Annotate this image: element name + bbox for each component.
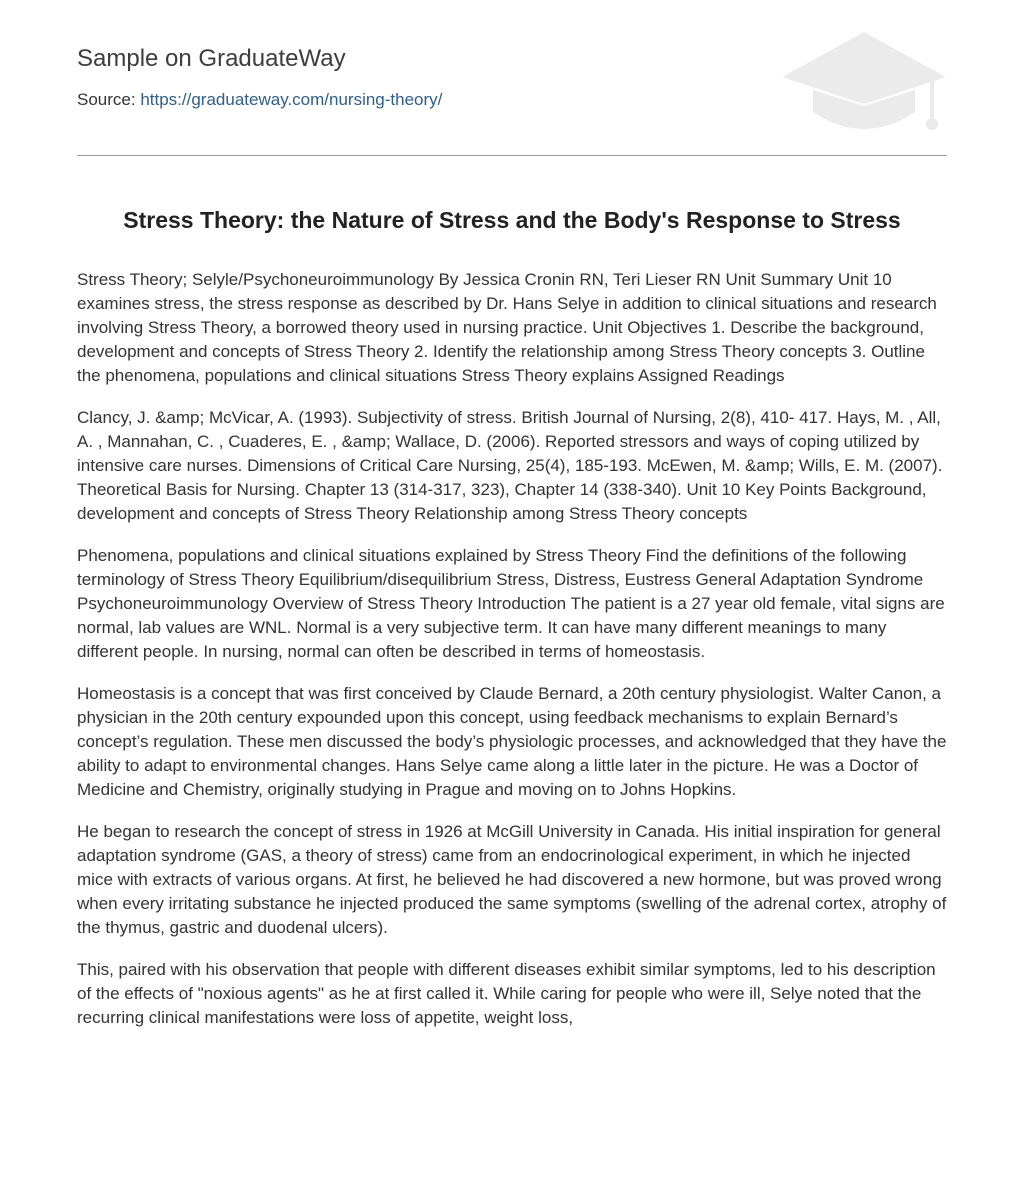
cap-board bbox=[782, 32, 946, 104]
article-paragraph: Clancy, J. &amp; McVicar, A. (1993). Subjectivity of stress. British Journal of Nursing, 2(8), 410- 417. Hays, M. , All, A. , Mannahan, C. , Cuaderes, E. , &amp; Wallace, D. (2006). Reported stressors and ways of coping utilized by intensive care nurses. Dimensions of Critical Care Nursing, 25(4), 185-193. McEwen, M. &amp; Wills, E. M. (2007). Theoretical Basis for Nursing. Chapter 13 (314-317, 323), Chapter 14 (338-340). Unit 10 Key Points Background, development and concepts of Stress Theory Relationship among Stress Theory concepts bbox=[77, 408, 943, 523]
article-paragraph: He began to research the concept of stress in 1926 at McGill University in Canada. His initial inspiration for general adaptation syndrome (GAS, a theory of stress) came from an endocrinological experiment, in which he injected mice with extracts of various organs. At first, he believed he had discovered a new hormone, but was proved wrong when every irritating substance he injected produced the same symptoms (swelling of the adrenal cortex, atrophy of the thymus, gastric and duodenal ulcers). bbox=[77, 822, 947, 937]
graduation-cap-icon bbox=[780, 30, 948, 134]
source-link[interactable]: https://graduateway.com/nursing-theory/ bbox=[140, 90, 443, 109]
site-name: Sample on GraduateWay bbox=[77, 45, 346, 72]
article-paragraph: Phenomena, populations and clinical situations explained by Stress Theory Find the definitions of the following terminology of Stress Theory Equilibrium/disequilibrium Stress, Distress, Eustress General Adaptation Syndrome Psychoneuroimmunology Overview of Stress Theory Introduction The patient is a 27 year old female, vital signs are normal, lab values are WNL. Normal is a very subjective term. It can have many different meanings to many different people. In nursing, normal can often be described in terms of homeostasis. bbox=[77, 546, 945, 661]
article-paragraph: Stress Theory; Selyle/Psychoneuroimmunology By Jessica Cronin RN, Teri Lieser RN Unit Summary Unit 10 examines stress, the stress response as described by Dr. Hans Selye in addition to clinical situations and research involving Stress Theory, a borrowed theory used in nursing practice. Unit Objectives 1. Describe the background, development and concepts of Stress Theory 2. Identify the relationship among Stress Theory concepts 3. Outline the phenomena, populations and clinical situations Stress Theory explains Assigned Readings bbox=[77, 270, 937, 385]
source-label: Source: bbox=[77, 90, 136, 109]
article-title: Stress Theory: the Nature of Stress and the Body's Response to Stress bbox=[123, 207, 901, 233]
article-paragraph: This, paired with his observation that people with different diseases exhibit similar symptoms, led to his description of the effects of "noxious agents" as he at first called it. While caring for people who were ill, Selye noted that the recurring clinical manifestations were loss of appetite, weight loss, bbox=[77, 960, 936, 1027]
cap-tassel-end bbox=[926, 118, 938, 130]
article-paragraph: Homeostasis is a concept that was first conceived by Claude Bernard, a 20th century physiologist. Walter Canon, a physician in the 20th century expounded upon this concept, using feedback mechanisms to explain Bernard’s concept’s regulation. These men discussed the body’s physiologic processes, and acknowledged that they have the ability to adapt to environmental changes. Hans Selye came along a little later in the picture. He was a Doctor of Medicine and Chemistry, originally studying in Prague and moving on to Johns Hopkins. bbox=[77, 684, 947, 799]
page-header bbox=[77, 0, 947, 156]
header-divider bbox=[77, 155, 947, 156]
article-body bbox=[77, 268, 949, 1048]
source-line bbox=[77, 89, 442, 111]
cap-tassel-cord bbox=[930, 75, 934, 123]
